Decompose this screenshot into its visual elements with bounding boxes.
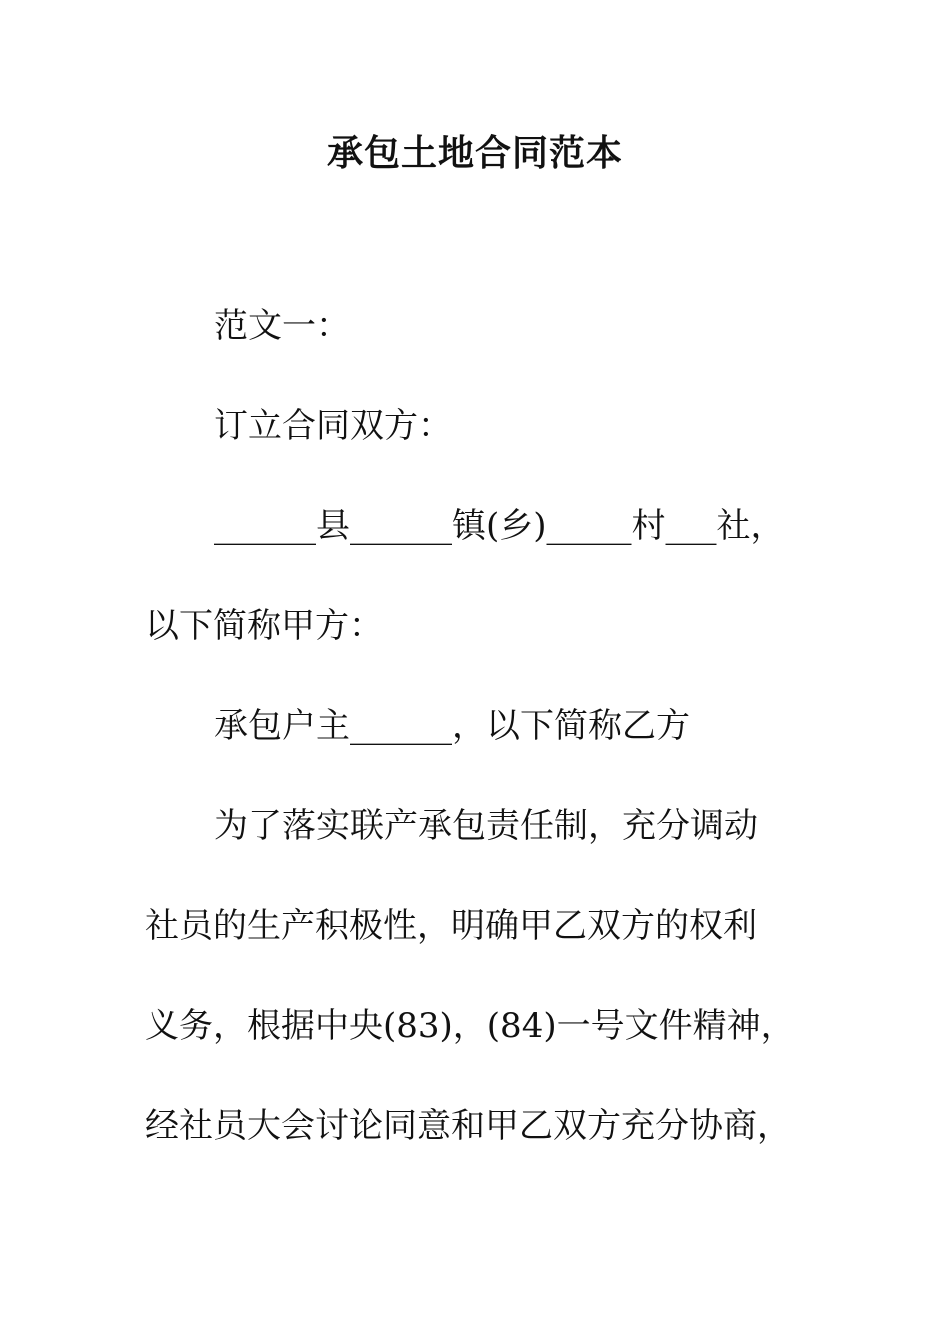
paragraph-line-1: 范文一：: [214, 306, 350, 346]
document-title: 承包土地合同范本: [326, 132, 623, 174]
paragraph-line-6: 为了落实联产承包责任制，充分调动: [214, 806, 758, 846]
paragraph-line-2: 订立合同双方：: [214, 406, 452, 446]
paragraph-line-9: 经社员大会讨论同意和甲乙双方充分协商，: [145, 1106, 791, 1146]
paragraph-line-7: 社员的生产积极性，明确甲乙双方的权利: [145, 906, 757, 946]
paragraph-line-5: 承包户主______，以下简称乙方: [214, 706, 690, 746]
paragraph-line-4: 以下简称甲方：: [145, 606, 383, 646]
paragraph-line-3: ______县______镇(乡)_____村___社，: [214, 506, 785, 546]
paragraph-line-8: 义务，根据中央(83)，(84)一号文件精神，: [145, 1006, 795, 1046]
